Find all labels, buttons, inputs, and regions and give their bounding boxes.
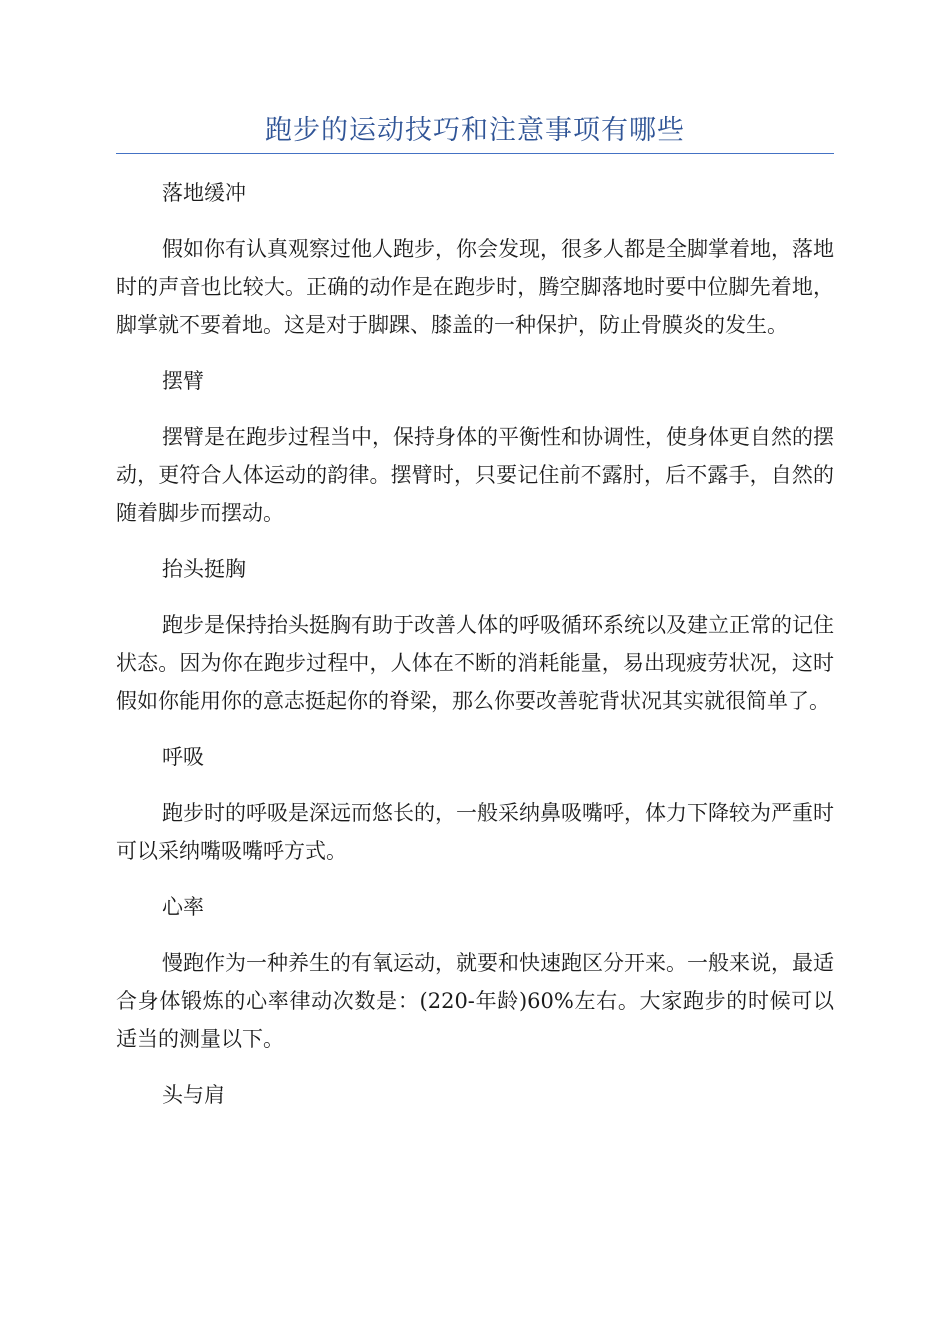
section-body-landing: 假如你有认真观察过他人跑步，你会发现，很多人都是全脚掌着地，落地时的声音也比较大。正确的动作是在跑步时，腾空脚落地时要中位脚先着地，脚掌就不要着地。这是对于脚踝、膝盖的一种保护，防止骨膜炎的发生。	[116, 237, 834, 337]
section-body-arm-swing: 摆臂是在跑步过程当中，保持身体的平衡性和协调性，使身体更自然的摆动，更符合人体运动的韵律。摆臂时，只要记住前不露肘，后不露手，自然的随着脚步而摆动。	[116, 425, 834, 525]
document-title: 跑步的运动技巧和注意事项有哪些	[265, 115, 685, 146]
title-underline	[116, 153, 834, 154]
section-body-posture: 跑步是保持抬头挺胸有助于改善人体的呼吸循环系统以及建立正常的记住状态。因为你在跑步过程中，人体在不断的消耗能量，易出现疲劳状况，这时假如你能用你的意志挺起你的脊梁，那么你要改善驼背状况其实就很简单了。	[116, 613, 834, 713]
document-body	[116, 174, 834, 1132]
section-body-heart-rate: 慢跑作为一种养生的有氧运动，就要和快速跑区分开来。一般来说，最适合身体锻炼的心率律动次数是：(220-年龄)60%左右。大家跑步的时候可以适当的测量以下。	[116, 951, 834, 1051]
section-heading-posture: 抬头挺胸	[162, 557, 246, 581]
section-heading-landing: 落地缓冲	[162, 181, 246, 205]
section-heading-heart-rate: 心率	[162, 895, 204, 919]
section-body-breathing: 跑步时的呼吸是深远而悠长的，一般采纳鼻吸嘴呼，体力下降较为严重时可以采纳嘴吸嘴呼方式。	[116, 801, 834, 863]
section-heading-head-shoulders: 头与肩	[162, 1083, 225, 1107]
section-heading-arm-swing: 摆臂	[162, 369, 204, 393]
section-heading-breathing: 呼吸	[162, 745, 204, 769]
